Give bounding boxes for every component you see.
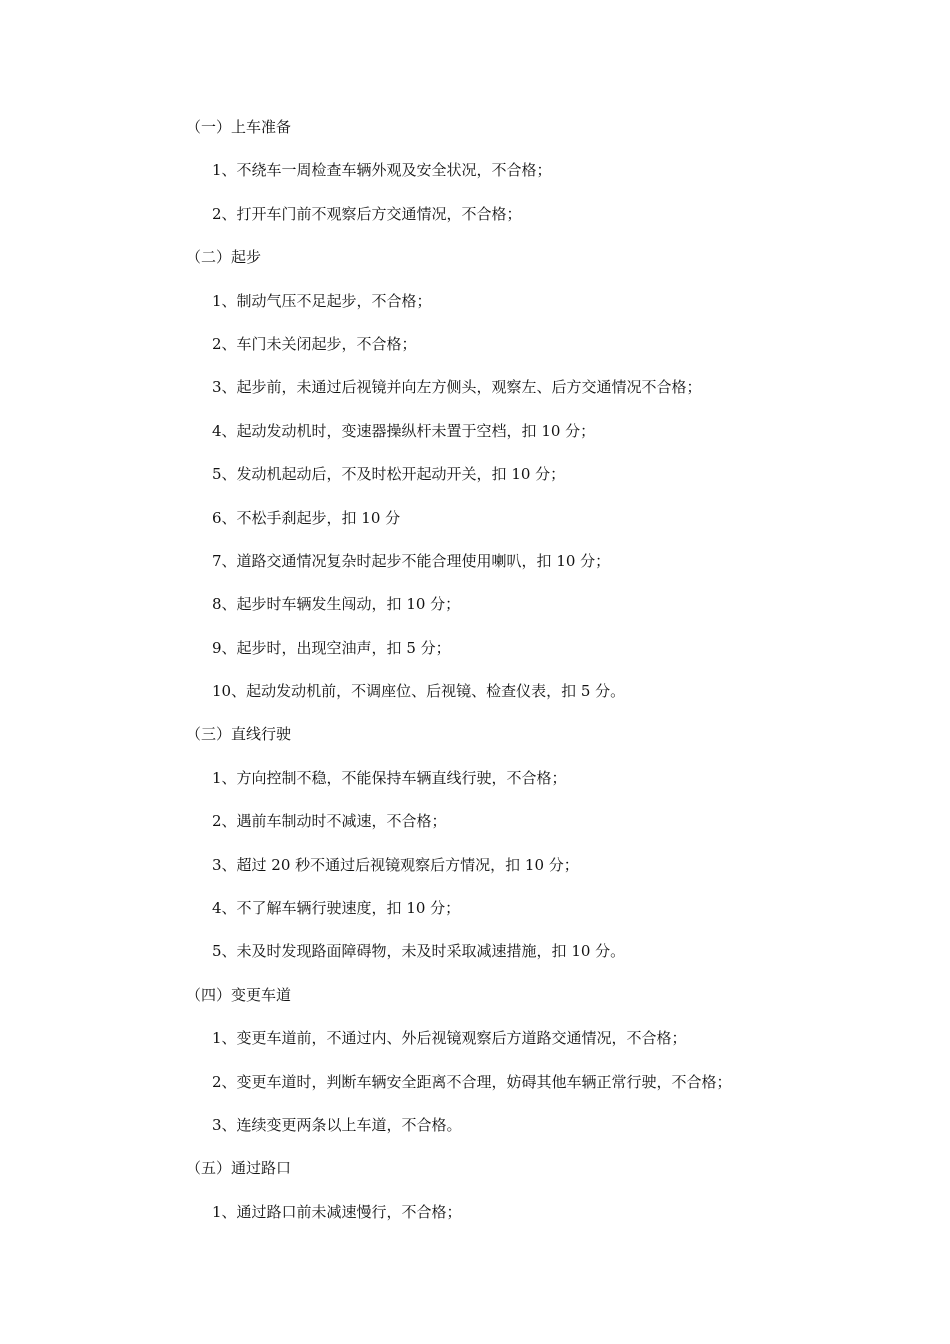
- document-body: [186, 112, 906, 1240]
- list-item: 10、起动发动机前，不调座位、后视镜、检查仪表，扣 5 分。: [212, 682, 626, 701]
- list-item: 5、发动机起动后，不及时松开起动开关，扣 10 分；: [212, 465, 566, 484]
- list-item: 5、未及时发现路面障碍物，未及时采取减速措施，扣 10 分。: [212, 942, 626, 961]
- list-item: 2、遇前车制动时不减速，不合格；: [212, 812, 447, 831]
- list-item: 6、不松手刹起步，扣 10 分: [212, 508, 401, 527]
- list-item: 1、不绕车一周检查车辆外观及安全状况，不合格；: [212, 161, 552, 180]
- list-item: 4、不了解车辆行驶速度，扣 10 分；: [212, 899, 461, 918]
- section-heading: （二）起步: [186, 248, 262, 267]
- list-item: 2、变更车道时，判断车辆安全距离不合理，妨碍其他车辆正常行驶，不合格；: [212, 1072, 732, 1091]
- list-item: 2、打开车门前不观察后方交通情况，不合格；: [212, 204, 522, 223]
- section-heading: （三）直线行驶: [186, 725, 292, 744]
- list-item: 1、制动气压不足起步，不合格；: [212, 291, 432, 310]
- list-item: 1、变更车道前，不通过内、外后视镜观察后方道路交通情况，不合格；: [212, 1029, 687, 1048]
- list-item: 9、起步时，出现空油声，扣 5 分；: [212, 638, 451, 657]
- list-item: 1、通过路口前未减速慢行，不合格；: [212, 1202, 462, 1221]
- list-item: 4、起动发动机时，变速器操纵杆未置于空档，扣 10 分；: [212, 421, 596, 440]
- list-item: 8、起步时车辆发生闯动，扣 10 分；: [212, 595, 461, 614]
- section-heading: （五）通过路口: [186, 1159, 292, 1178]
- list-item: 2、车门未关闭起步，不合格；: [212, 334, 417, 353]
- list-item: 7、道路交通情况复杂时起步不能合理使用喇叭，扣 10 分；: [212, 551, 611, 570]
- section-heading: （一）上车准备: [186, 118, 292, 136]
- section-heading: （四）变更车道: [186, 985, 292, 1004]
- list-item: 3、起步前，未通过后视镜并向左方侧头，观察左、后方交通情况不合格；: [212, 378, 702, 397]
- list-item: 3、连续变更两条以上车道，不合格。: [212, 1115, 462, 1134]
- list-item: 1、方向控制不稳，不能保持车辆直线行驶，不合格；: [212, 768, 567, 787]
- list-item: 3、超过 20 秒不通过后视镜观察后方情况，扣 10 分；: [212, 855, 579, 874]
